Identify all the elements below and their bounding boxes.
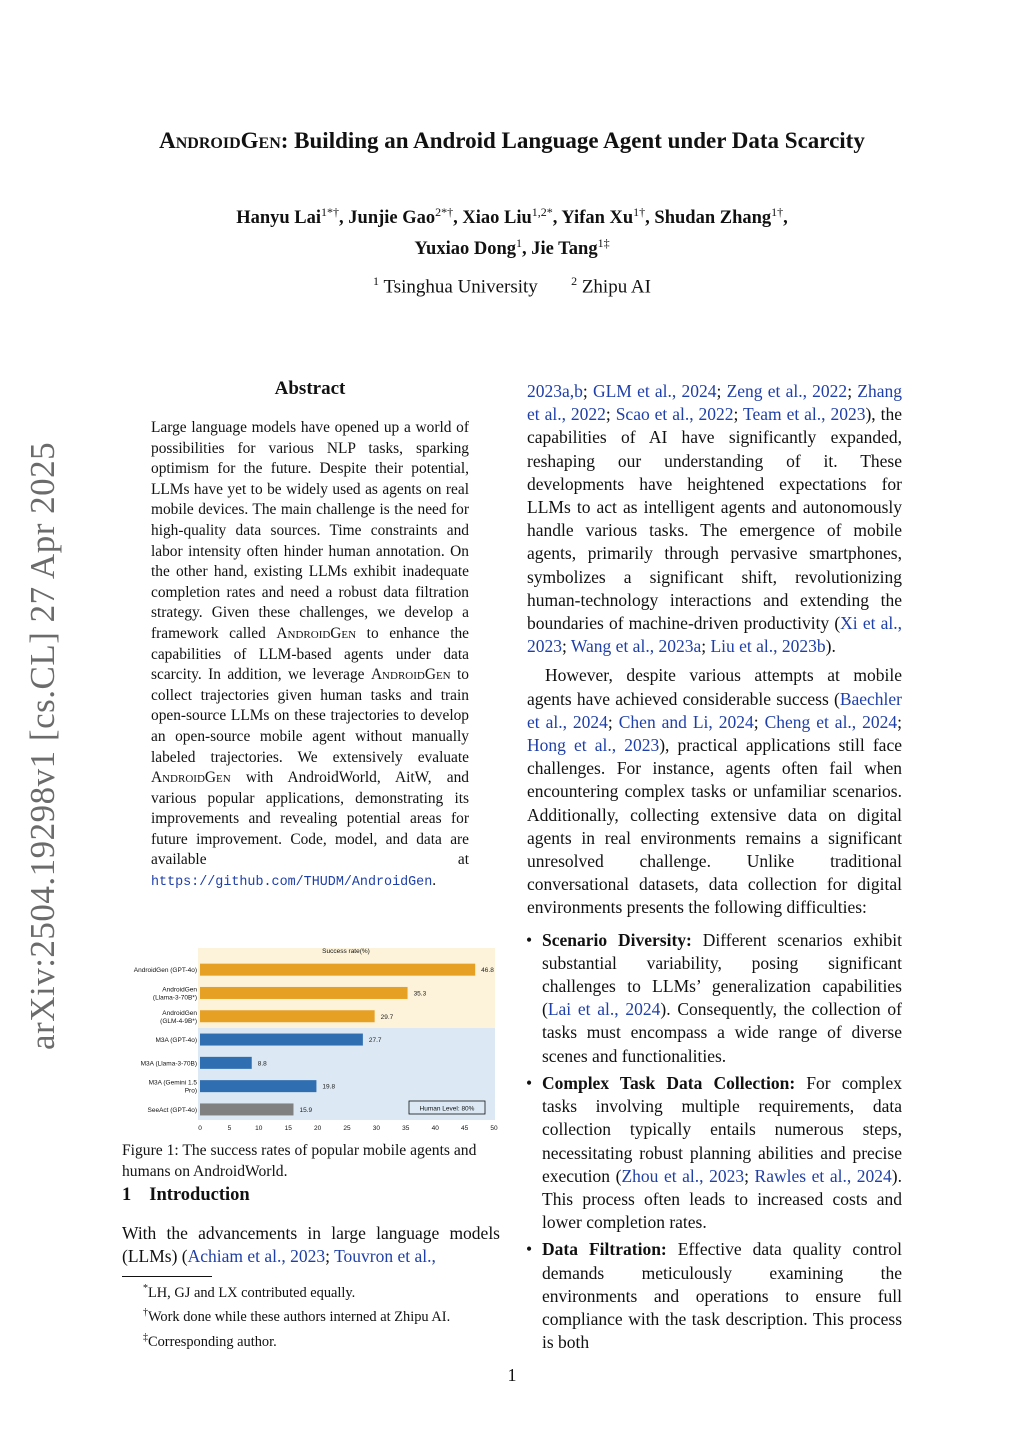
list-item-title: Complex Task Data Collection: (542, 1072, 796, 1093)
category-label-line: SeeAct (GPT-4o) (147, 1106, 197, 1114)
author-affil-mark: 1 (516, 236, 523, 251)
footnote-text: Work done while these authors interned at Zhipu AI. (148, 1309, 451, 1326)
body-text: ; (325, 1246, 335, 1267)
author-name: Junjie Gao (348, 208, 436, 229)
footnote-mark: † (143, 1307, 148, 1319)
x-tick-label: 20 (313, 1125, 322, 1132)
system-name: AndroidGen (276, 624, 357, 642)
author-name: Jie Tang (531, 239, 598, 260)
citation[interactable]: Zhou et al., 2023 (621, 1165, 745, 1186)
bar (200, 1103, 293, 1115)
difficulty-list (527, 929, 902, 1355)
citation[interactable]: Scao et al., 2022 (615, 404, 734, 425)
citation[interactable]: Wang et al., 2023a (570, 636, 702, 657)
footnote-rule (122, 1276, 212, 1277)
bar (200, 1010, 375, 1022)
paper-title (0, 128, 1024, 154)
abstract-body (151, 418, 469, 894)
x-tick-label: 5 (227, 1125, 232, 1132)
x-tick-label: 15 (284, 1125, 292, 1132)
abstract-heading: Abstract (274, 378, 346, 399)
body-text: With the advancements in large language models (LLMs) ( (122, 1223, 500, 1267)
list-item-title: Scenario Diversity: (542, 929, 692, 950)
footnote-mark: * (143, 1283, 148, 1294)
footnote (143, 1279, 503, 1303)
page-number: 1 (507, 1365, 517, 1385)
arxiv-watermark: arXiv:2504.19298v1 [cs.CL] 27 Apr 2025 (23, 441, 62, 1050)
abstract-text: with AndroidWorld, AitW, and various popular applications, demonstrating its improvements and revealing potential areas for future improvement. Code, model, and data are available at (151, 769, 469, 869)
footnote (143, 1303, 503, 1327)
x-tick-label: 45 (460, 1125, 469, 1132)
author-list: Hanyu Lai$^{1*\dagger}$, Junjie Gao$^{2*\dagger}$, Xiao Liu$^{1,2*}$, Yifan $Xu^{1\dagger}$, Shudan Zhang$^{1\dagger}$, Yuxiao Dong$^1$, Jie Tang$^{1\ddagger}$ (236, 205, 788, 260)
citation[interactable]: Team et al., 2023 (743, 404, 866, 425)
citation[interactable]: Liu et al., 2023b (710, 636, 826, 657)
affiliations (0, 274, 1024, 298)
bar (200, 1034, 363, 1046)
citation[interactable]: Touvron et al., (334, 1246, 436, 1267)
bullet-mark: • (526, 1072, 533, 1093)
author-affil-mark: 1,2* (531, 205, 553, 219)
right-column (527, 380, 902, 1358)
body-text: Effective data quality control demands meticulously examining the environments and operations to ensure full compliance with the task description. This process is both (542, 1239, 903, 1353)
category-label (149, 1080, 198, 1095)
citation[interactable]: GLM et al., 2024 (592, 381, 717, 401)
body-text: However, despite various attempts at mobile agents have achieved considerable success ( (527, 665, 902, 709)
author-name: Hanyu Lai (236, 208, 322, 229)
citation[interactable]: 2023a,b (527, 381, 583, 401)
body-text: Different scenarios exhibit substantial variability, posing significant challenges to LLMs’ generalization capabilities ( (542, 929, 902, 1020)
list-item (527, 929, 902, 1068)
list-item (527, 1238, 902, 1354)
body-text: ). Consequently, the collection of tasks must encompass a wide range of diverse scenes and functionalities. (542, 999, 903, 1066)
bar-value-label: 35.3 (413, 990, 427, 998)
bar-value-label: 8.8 (257, 1060, 267, 1068)
bar (200, 1080, 316, 1092)
footnote-text: LH, GJ and LX contributed equally. (148, 1284, 356, 1301)
bar (200, 964, 475, 976)
x-tick-label: 0 (198, 1125, 202, 1132)
section-number: 1 (122, 1185, 132, 1205)
author-name: Shudan Zhang (654, 208, 772, 229)
category-label (160, 1010, 197, 1025)
x-tick-label: 35 (402, 1125, 410, 1132)
citation[interactable]: Hong et al., 2023 (527, 735, 660, 756)
citation[interactable]: Xi et al., 2023 (527, 613, 902, 657)
figure-caption: Figure 1: The success rates of popular mobile agents and humans on AndroidWorld. (122, 1142, 477, 1180)
bar-value-label: 27.7 (368, 1037, 382, 1045)
body-text: ), practical applications still face challenges. For instance, agents often fail when encountering complex tasks or unfamiliar scenarios. Additionally, collecting extensive data on digital agents in real environments remains a significant unresolved challenge. Unlike traditional conversational datasets, data collection for digital environments presents the following difficulties: (527, 735, 902, 918)
bar (200, 987, 408, 999)
section-heading (122, 1185, 250, 1206)
affiliation: Zhipu AI (581, 276, 651, 298)
citation[interactable]: Zeng et al., 2022 (726, 381, 848, 401)
footnotes (143, 1279, 503, 1352)
abstract-text: to collect trajectories given human tasks and train open-source LLMs on these trajectories to develop an open-source mobile agent without manually labeled trajectories. We extensively evaluate (151, 666, 469, 766)
bar-value-label: 46.8 (481, 967, 494, 975)
bar-value-label: 15.9 (299, 1106, 313, 1114)
title-rest: : Building an Android Language Agent under Data Scarcity (280, 128, 865, 153)
system-name: AndroidGen (151, 769, 231, 787)
citation[interactable]: Rawles et al., 2024 (754, 1165, 892, 1186)
chart-title: Success rate(%) (322, 948, 370, 955)
bullet-mark: • (526, 1239, 533, 1260)
author-name: Yuxiao Dong (414, 239, 517, 260)
x-axis (198, 1125, 498, 1132)
abstract-text: . (432, 872, 437, 890)
section-title: Introduction (149, 1185, 250, 1205)
bullet-mark: • (526, 929, 533, 950)
system-name: AndroidGen (370, 666, 451, 684)
author-name: Xiao Liu (462, 208, 532, 229)
abstract-text: Large language models have opened up a world of possibilities for various NLP tasks, sparking optimism for the future. Despite their potential, LLMs have yet to be widely used as agents on real mobile devices. The main challenge is the need for high-quality data sources. Time constraints and labor intensity often hinder human annotation. On the other hand, existing LLMs exhibit inadequate completion rates and need a robust data filtration strategy. Given these challenges, we develop a framework called (151, 419, 469, 642)
category-label-line: (GLM-4-9B*) (160, 1017, 197, 1025)
bar-value-label: 29.7 (380, 1013, 394, 1021)
code-link[interactable]: https://github.com/THUDM/AndroidGen (151, 875, 433, 891)
footnote-mark: ‡ (143, 1331, 148, 1343)
category-label (153, 986, 197, 1001)
title-system-name: AndroidGen (159, 128, 281, 153)
abstract-text: to enhance the capabilities of LLM-based agents under data scarcity. In addition, we leverage (151, 624, 470, 684)
footnote-text: Corresponding author. (148, 1333, 277, 1350)
citation[interactable]: Cheng et al., 2024 (764, 711, 898, 732)
category-label-line: Pro) (184, 1087, 197, 1095)
affil-number: 2 (571, 274, 578, 288)
author-affil-mark: 1† (771, 205, 784, 219)
author-affil-mark: 2*† (435, 205, 454, 219)
footnote (143, 1328, 503, 1352)
success-rate-chart (122, 940, 502, 1136)
category-label (141, 1060, 197, 1067)
body-text: ). This process often leads to increased costs and lower completion rates. (542, 1165, 902, 1233)
category-label-line: M3A (GPT-4o) (155, 1037, 197, 1045)
x-tick-label: 10 (255, 1125, 263, 1132)
category-label-line: AndroidGen (162, 986, 197, 994)
author-affil-mark: 1‡ (597, 236, 610, 251)
author-name: Yifan Xu (561, 208, 634, 229)
affiliation: Tsinghua University (383, 276, 538, 298)
bar (200, 1057, 252, 1069)
category-label-line: (Llama-3-70B*) (152, 994, 197, 1002)
x-tick-label: 25 (343, 1125, 351, 1132)
list-item-title: Data Filtration: (542, 1239, 667, 1260)
citation[interactable]: Lai et al., 2024 (547, 999, 661, 1020)
body-text: ), the capabilities of AI have significantly expanded, reshaping our understanding of it. These developments have heightened expectations for LLMs to act as intelligent agents and autonomously handle various tasks. The emergence of mobile agents, primarily through pervasive smartphones, symbolizes a significant shift, revolutionizing human-technology interactions and extending the boundaries of machine-driven productivity ( (527, 404, 902, 634)
x-tick-label: 30 (372, 1125, 381, 1132)
category-label-line: M3A (Llama-3-70B) (140, 1060, 197, 1068)
paragraph: 2023a,b; GLM et al., 2024; Zeng et al., 2022; Zhang et al., 2022; Scao et al., 2022; Team et al., 2023), the capabilities of AI have significantly expanded, reshaping our understanding of it. These developments have heightened expectations for LLMs to act as intelligent agents and autonomously handle various tasks. The emergence of mobile agents, primarily through pervasive smartphones, symbolizes a significant shift, revolutionizing human-technology interactions and extending the boundaries of machine-driven productivity (Xi et al., 2023; Wang et al., 2023a; Liu et al., 2023b). (527, 381, 902, 657)
paragraph: However, despite various attempts at mobile agents have achieved considerable success (Baechler et al., 2024; Chen and Li, 2024; Cheng et al., 2024; Hong et al., 2023), practical applications still face challenges. For instance, agents often fail when encountering complex tasks or unfamiliar scenarios. Additionally, collecting extensive data on digital agents in real environments remains a significant unresolved challenge. Unlike traditional conversational datasets, data collection for digital environments presents the following difficulties: (527, 665, 903, 918)
list-item: • Complex Task Data Collection: For complex tasks involving multiple requirements, data collection typically entails numerous steps, necessitating robust planning abilities and precise execution (Zhou et al., 2023; Rawles et al., 2024). This process often leads to increased costs and lower completion rates. (526, 1072, 903, 1233)
affil-number: 1 (373, 274, 380, 288)
category-label-line: AndroidGen (162, 1009, 197, 1017)
body-text: For complex tasks involving multiple requirements, data collection typically entails numerous steps, necessitating robust planning abilities and precise execution ( (542, 1072, 903, 1186)
category-label-line: M3A (Gemini 1.5 (148, 1079, 197, 1087)
category-label (155, 1037, 197, 1044)
x-tick-label: 50 (490, 1125, 498, 1132)
category-label-line: AndroidGen (GPT-4o) (133, 967, 197, 975)
author-affil-mark: 1† (633, 205, 646, 219)
bar-value-label: 19.8 (322, 1083, 336, 1091)
category-label (148, 1107, 198, 1114)
citation[interactable]: Baechler et al., 2024 (527, 688, 902, 732)
citation[interactable]: Chen and Li, 2024 (618, 711, 754, 732)
intro-paragraph (122, 1222, 500, 1269)
body-text: ). (825, 636, 836, 657)
human-level-annotation: Human Level: 80% (419, 1105, 475, 1113)
citation[interactable]: Achiam et al., 2023 (187, 1246, 326, 1267)
citation[interactable]: Zhang et al., 2022 (527, 381, 902, 425)
x-tick-label: 40 (431, 1125, 439, 1132)
category-label (134, 967, 197, 974)
author-affil-mark: 1*† (321, 205, 340, 219)
